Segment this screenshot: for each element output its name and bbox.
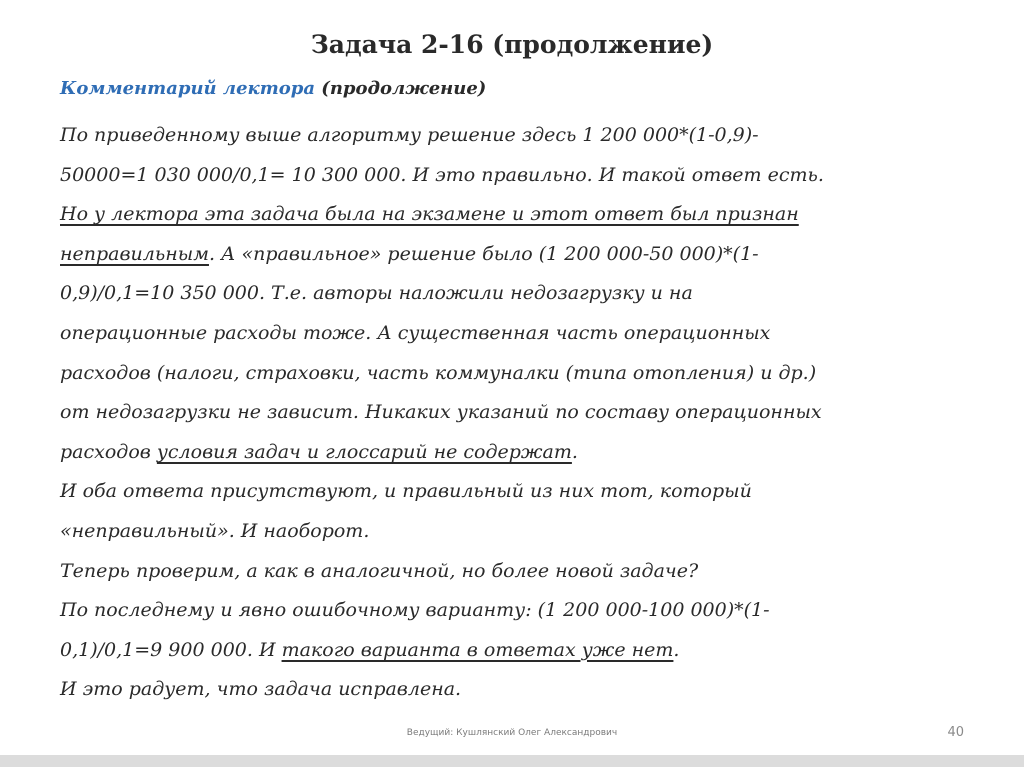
text-segment: По последнему и явно ошибочному варианту: (1 200 000-100 000)*(1- [60,599,770,622]
text-line [60,314,980,354]
underlined-text: неправильным [60,242,209,265]
text-segment: от недозагрузки не зависит. Никаких указаний по составу операционных [60,401,822,424]
page-number: 40 [947,725,964,740]
text-segment: И оба ответа присутствуют, и правильный из них тот, который [60,480,752,503]
underlined-text: условия задач и глоссарий не содержат [156,440,572,463]
text-segment: И это радует, что задача исправлена. [60,678,462,701]
text-line [60,156,980,196]
text-segment: Теперь проверим, а как в аналогичной, но более новой задаче? [60,559,699,582]
text-line [60,591,980,631]
text-line [60,433,980,473]
underlined-text: такого варианта в ответах уже нет [281,638,674,661]
text-line [60,631,980,671]
text-line [60,670,980,710]
text-line [60,354,980,394]
text-segment: . [571,440,578,463]
text-segment: . [673,638,680,661]
text-line [60,552,980,592]
slide-title: Задача 2-16 (продолжение) [310,30,714,59]
text-segment: операционные расходы тоже. А существенная часть операционных [60,321,771,344]
subtitle-accent: Комментарий лектора [60,78,316,99]
text-line [60,195,980,235]
text-segment: 50000=1 030 000/0,1= 10 300 000. И это правильно. И такой ответ есть. [60,163,824,186]
text-line [60,472,980,512]
text-line [60,393,980,433]
text-line [60,274,980,314]
underlined-text: Но у лектора эта задача была на экзамене и этот ответ был признан [60,203,799,226]
footer-presenter: Ведущий: Кушлянский Олег Александрович [406,728,618,738]
text-segment: 0,1)/0,1=9 900 000. И [60,638,282,661]
text-segment: «неправильный». И наоборот. [60,519,370,542]
text-line [60,235,980,275]
text-segment: расходов (налоги, страховки, часть коммуналки (типа отопления) и др.) [60,361,817,384]
text-segment: 0,9)/0,1=10 350 000. Т.е. авторы наложили недозагрузку и на [60,282,693,305]
text-segment: расходов [60,440,157,463]
text-segment: По приведенному выше алгоритму решение здесь 1 200 000*(1-0,9)- [60,124,759,146]
text-line [60,116,980,156]
body-text [60,116,980,710]
text-line [60,512,980,552]
slide-subtitle [60,78,486,99]
text-segment: . А «правильное» решение было (1 200 000-50 000)*(1- [208,242,759,265]
subtitle-rest: (продолжение) [315,78,487,99]
